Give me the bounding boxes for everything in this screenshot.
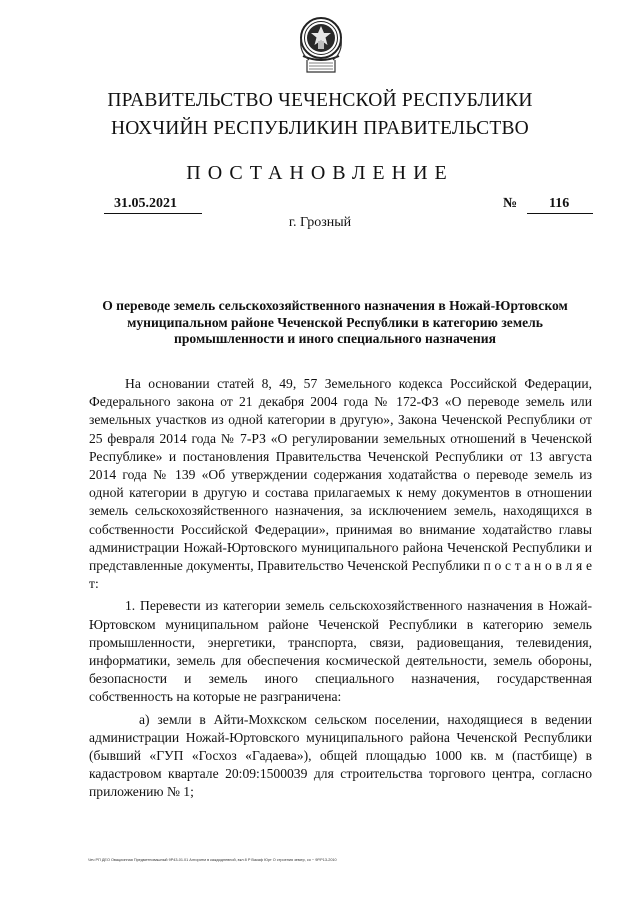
footer-note: Чеч РП ДЕО Овационная Предметновашный 9P43-01.01 Алгоритм в каждодневной, вкл 8 Р Вакаф Юрт О строения земер, со ~ 9Р.Р13-2010 xyxy=(88,858,337,862)
chechen-republic-emblem-icon xyxy=(299,16,343,80)
document-title: О переводе земель сельскохозяйственного назначения в Ножай-Юртовском муниципальном районе Чеченской Республики в категорию земель промышленности и иного специального назначения xyxy=(102,298,568,346)
document-number: 116 xyxy=(527,196,593,214)
document-body xyxy=(89,375,592,802)
document-number-sign: № xyxy=(503,196,518,211)
government-name-chechen: НОХЧИЙН РЕСПУБЛИКИН ПРАВИТЕЛЬСТВО xyxy=(111,118,529,139)
preamble-paragraph: На основании статей 8, 49, 57 Земельного кодекса Российской Федерации, Федерального закона от 21 декабря 2004 года № 172-ФЗ «О переводе земель или земельных участков из одной категории в другую», Закона Чеченской Республики от 25 февраля 2014 года № 7-РЗ «О регулировании земельных отношений в Чеченской Республике» и постановления Правительства Чеченской Республики от 13 августа 2014 года № 139 «Об утверждении содержания ходатайства о переводе земель из одной категории в другую и состава прилагаемых к нему документов в отношении земель сельскохозяйственного назначения, за исключением земель, находящихся в собственности Российской Федерации», принимая во внимание ходатайство главы администрации Ножай-Юртовского муниципального района Чеченской Республики и представленные документы, Правительство Чеченской Республики п о с т а н о в л я е т: xyxy=(89,376,592,592)
document-city: г. Грозный xyxy=(288,215,352,230)
clause-1a-paragraph: а) земли в Айти-Мохкском сельском поселении, находящиеся в ведении администрации Ножай-Юртовского муниципального района Чеченской Республики (бывший «ГУП «Госхоз «Гадаева»), общей площадью 1000 кв. м (пастбище) в кадастровом квартале 20:09:1500039 для строительства торгового центра, согласно приложению № 1; xyxy=(89,711,592,800)
document-type-heading: ПОСТАНОВЛЕНИЕ xyxy=(186,162,454,184)
government-name-russian: ПРАВИТЕЛЬСТВО ЧЕЧЕНСКОЙ РЕСПУБЛИКИ xyxy=(107,90,533,111)
clause-1-paragraph: 1. Перевести из категории земель сельскохозяйственного назначения в Ножай-Юртовском муниципальном районе Чеченской Республики в категорию земель промышленности, энергетики, транспорта, связи, радиовещания, телевидения, информатики, земель для обеспечения космической деятельности, земель обороны, безопасности и земель иного специального назначения, государственная собственность на которые не разграничена: xyxy=(89,598,592,705)
document-date: 31.05.2021 xyxy=(104,196,202,214)
